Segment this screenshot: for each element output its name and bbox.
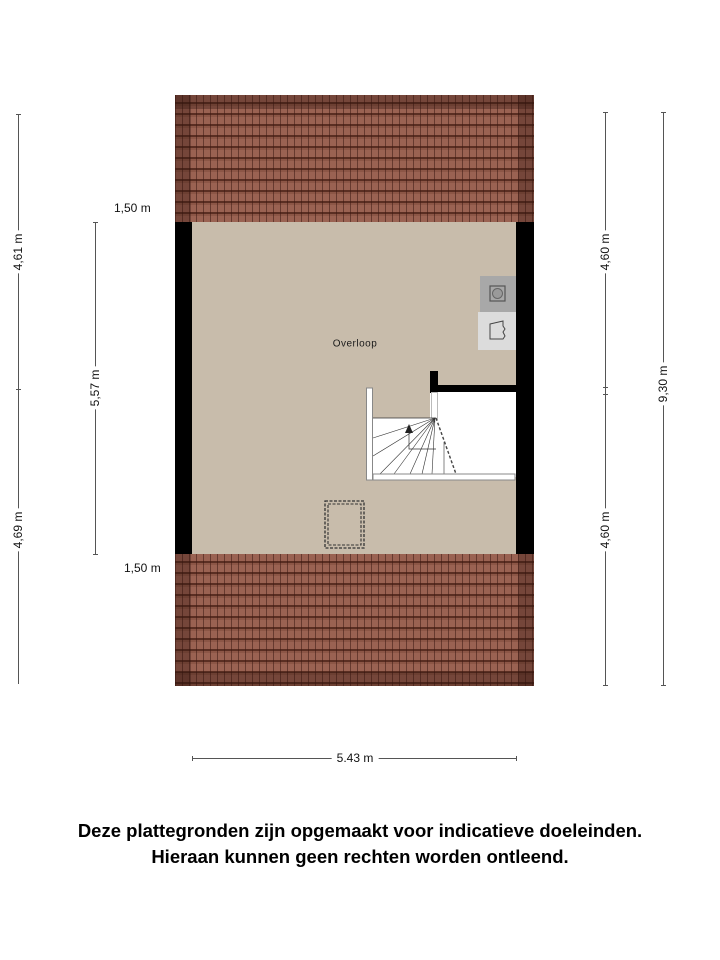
roof-bottom-edge [175, 672, 534, 686]
dim-label-left-inner: 5,57 m [89, 367, 101, 410]
dim-tick [93, 554, 98, 555]
washing-machine [480, 276, 516, 312]
dim-line-right-inner [605, 112, 606, 686]
roof-bottom [175, 554, 534, 686]
dim-tick [93, 222, 98, 223]
room-label: Overloop [332, 338, 378, 350]
dim-label-knee-top: 1,50 m [114, 201, 151, 215]
dim-label-left-outer-bottom: 4,69 m [12, 509, 24, 552]
dim-tick [661, 112, 666, 113]
roof-top-edge-left [175, 95, 191, 222]
roof-hatch [323, 499, 366, 550]
dim-tick [603, 685, 608, 686]
dim-tick [603, 394, 608, 395]
roof-top-edge-right [518, 95, 534, 222]
dim-tick [16, 114, 21, 115]
dim-label-right-inner-top: 4,60 m [599, 231, 611, 274]
dim-tick [16, 389, 21, 390]
dim-tick [603, 387, 608, 388]
stairs-up-arrow-icon [366, 386, 516, 482]
wall-left [175, 222, 192, 554]
roof-top-edge [175, 95, 534, 109]
roof-bottom-edge-left [175, 554, 191, 686]
disclaimer [0, 818, 720, 870]
dashed-hatch-icon [323, 499, 366, 550]
dim-label-right-outer: 9,30 m [657, 363, 669, 406]
dim-label-left-outer-top: 4,61 m [12, 231, 24, 274]
roof-top [175, 95, 534, 222]
staircase [366, 386, 516, 482]
dryer-icon [478, 312, 516, 350]
roof-bottom-edge-right [518, 554, 534, 686]
dim-tick [661, 685, 666, 686]
dim-label-knee-bottom: 1,50 m [124, 561, 161, 575]
dim-tick [516, 756, 517, 761]
dryer [478, 312, 516, 350]
washer-icon [480, 276, 516, 312]
disclaimer-line-2: Hieraan kunnen geen rechten worden ontleend. [151, 846, 569, 867]
dim-label-right-inner-bottom: 4,60 m [599, 509, 611, 552]
dim-tick [192, 756, 193, 761]
wall-right [516, 222, 534, 554]
disclaimer-line-1: Deze plattegronden zijn opgemaakt voor indicatieve doeleinden. [77, 820, 643, 841]
dim-label-bottom: 5.43 m [332, 752, 379, 764]
dim-line-left-outer [18, 114, 19, 684]
dim-tick [603, 112, 608, 113]
floor-plan [175, 95, 534, 686]
